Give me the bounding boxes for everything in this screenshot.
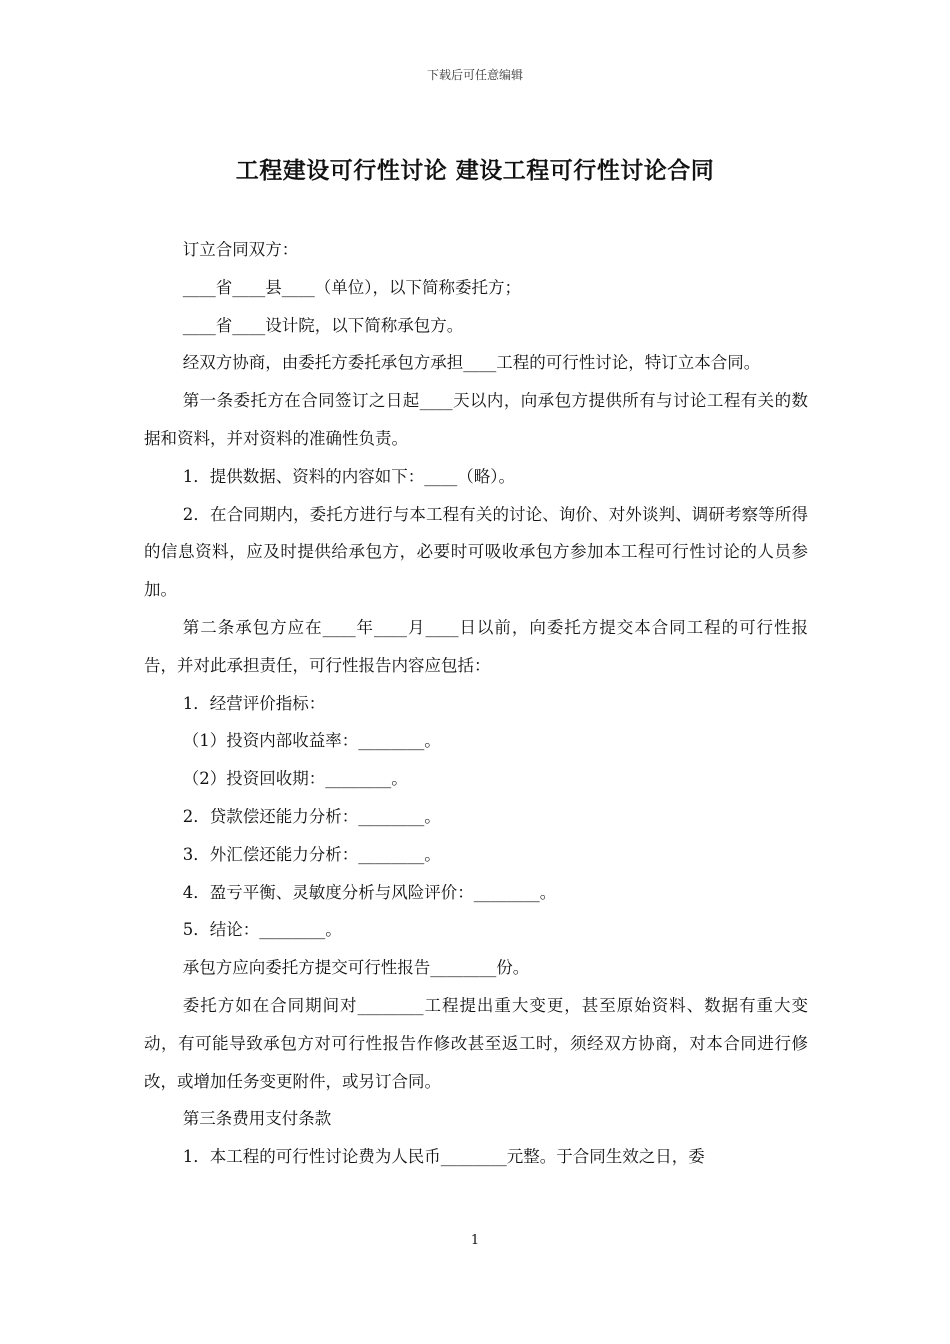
paragraph-article-2-item-1: 1．经营评价指标： — [182, 693, 326, 713]
document-title: 工程建设可行性讨论 建设工程可行性讨论合同 — [235, 157, 715, 184]
paragraph-article-2-item-1-1: （1）投资内部收益率：________。 — [182, 731, 441, 751]
paragraph-article-2-item-4: 4．盈亏平衡、灵敏度分析与风险评价：________。 — [182, 882, 557, 902]
paragraph-article-2-item-2: 2．贷款偿还能力分析：________。 — [182, 806, 441, 826]
paragraph-article-2-item-1-2: （2）投资回收期：________。 — [182, 769, 408, 789]
paragraph-article-2-item-5: 5．结论：________。 — [182, 920, 342, 940]
header-note: 下载后可任意编辑 — [426, 68, 523, 82]
paragraph-contractor: ____省____设计院，以下简称承包方。 — [182, 315, 464, 335]
paragraph-preamble: 经双方协商，由委托方委托承包方承担____工程的可行性讨论，特订立本合同。 — [182, 353, 761, 373]
paragraph-article-2-item-3: 3．外汇偿还能力分析：________。 — [182, 844, 441, 864]
paragraph-article-3: 第三条费用支付条款 — [182, 1109, 332, 1129]
paragraph-article-1-item-2: 2．在合同期内，委托方进行与本工程有关的讨论、询价、对外谈判、调研考察等所得的信息资料，应及时提供给承包方，必要时可吸收承包方参加本工程可行性讨论的人员参加。 — [144, 504, 808, 600]
paragraph-article-1-item-1: 1．提供数据、资料的内容如下：____（略）。 — [182, 466, 516, 486]
page-number: 1 — [470, 1233, 480, 1248]
paragraph-article-2: 第二条承包方应在____年____月____日以前，向委托方提交本合同工程的可行性报告，并对此承担责任，可行性报告内容应包括： — [144, 617, 808, 675]
paragraph-client: ____省____县____（单位），以下简称委托方； — [182, 277, 522, 297]
paragraph-changes: 委托方如在合同期间对________工程提出重大变更，甚至原始资料、数据有重大变动，有可能导致承包方对可行性报告作修改甚至返工时，须经双方协商，对本合同进行修改，或增加任务变更附件，或另订合同。 — [144, 995, 808, 1091]
document-body — [144, 231, 808, 1176]
paragraph-report-copies: 承包方应向委托方提交可行性报告________份。 — [182, 958, 530, 978]
paragraph-article-1: 第一条委托方在合同签订之日起____天以内，向承包方提供所有与讨论工程有关的数据和资料，并对资料的准确性负责。 — [144, 391, 808, 448]
paragraph-parties-heading: 订立合同双方： — [182, 240, 299, 259]
paragraph-article-3-item-1: 1．本工程的可行性讨论费为人民币________元整。于合同生效之日，委 — [182, 1147, 705, 1167]
